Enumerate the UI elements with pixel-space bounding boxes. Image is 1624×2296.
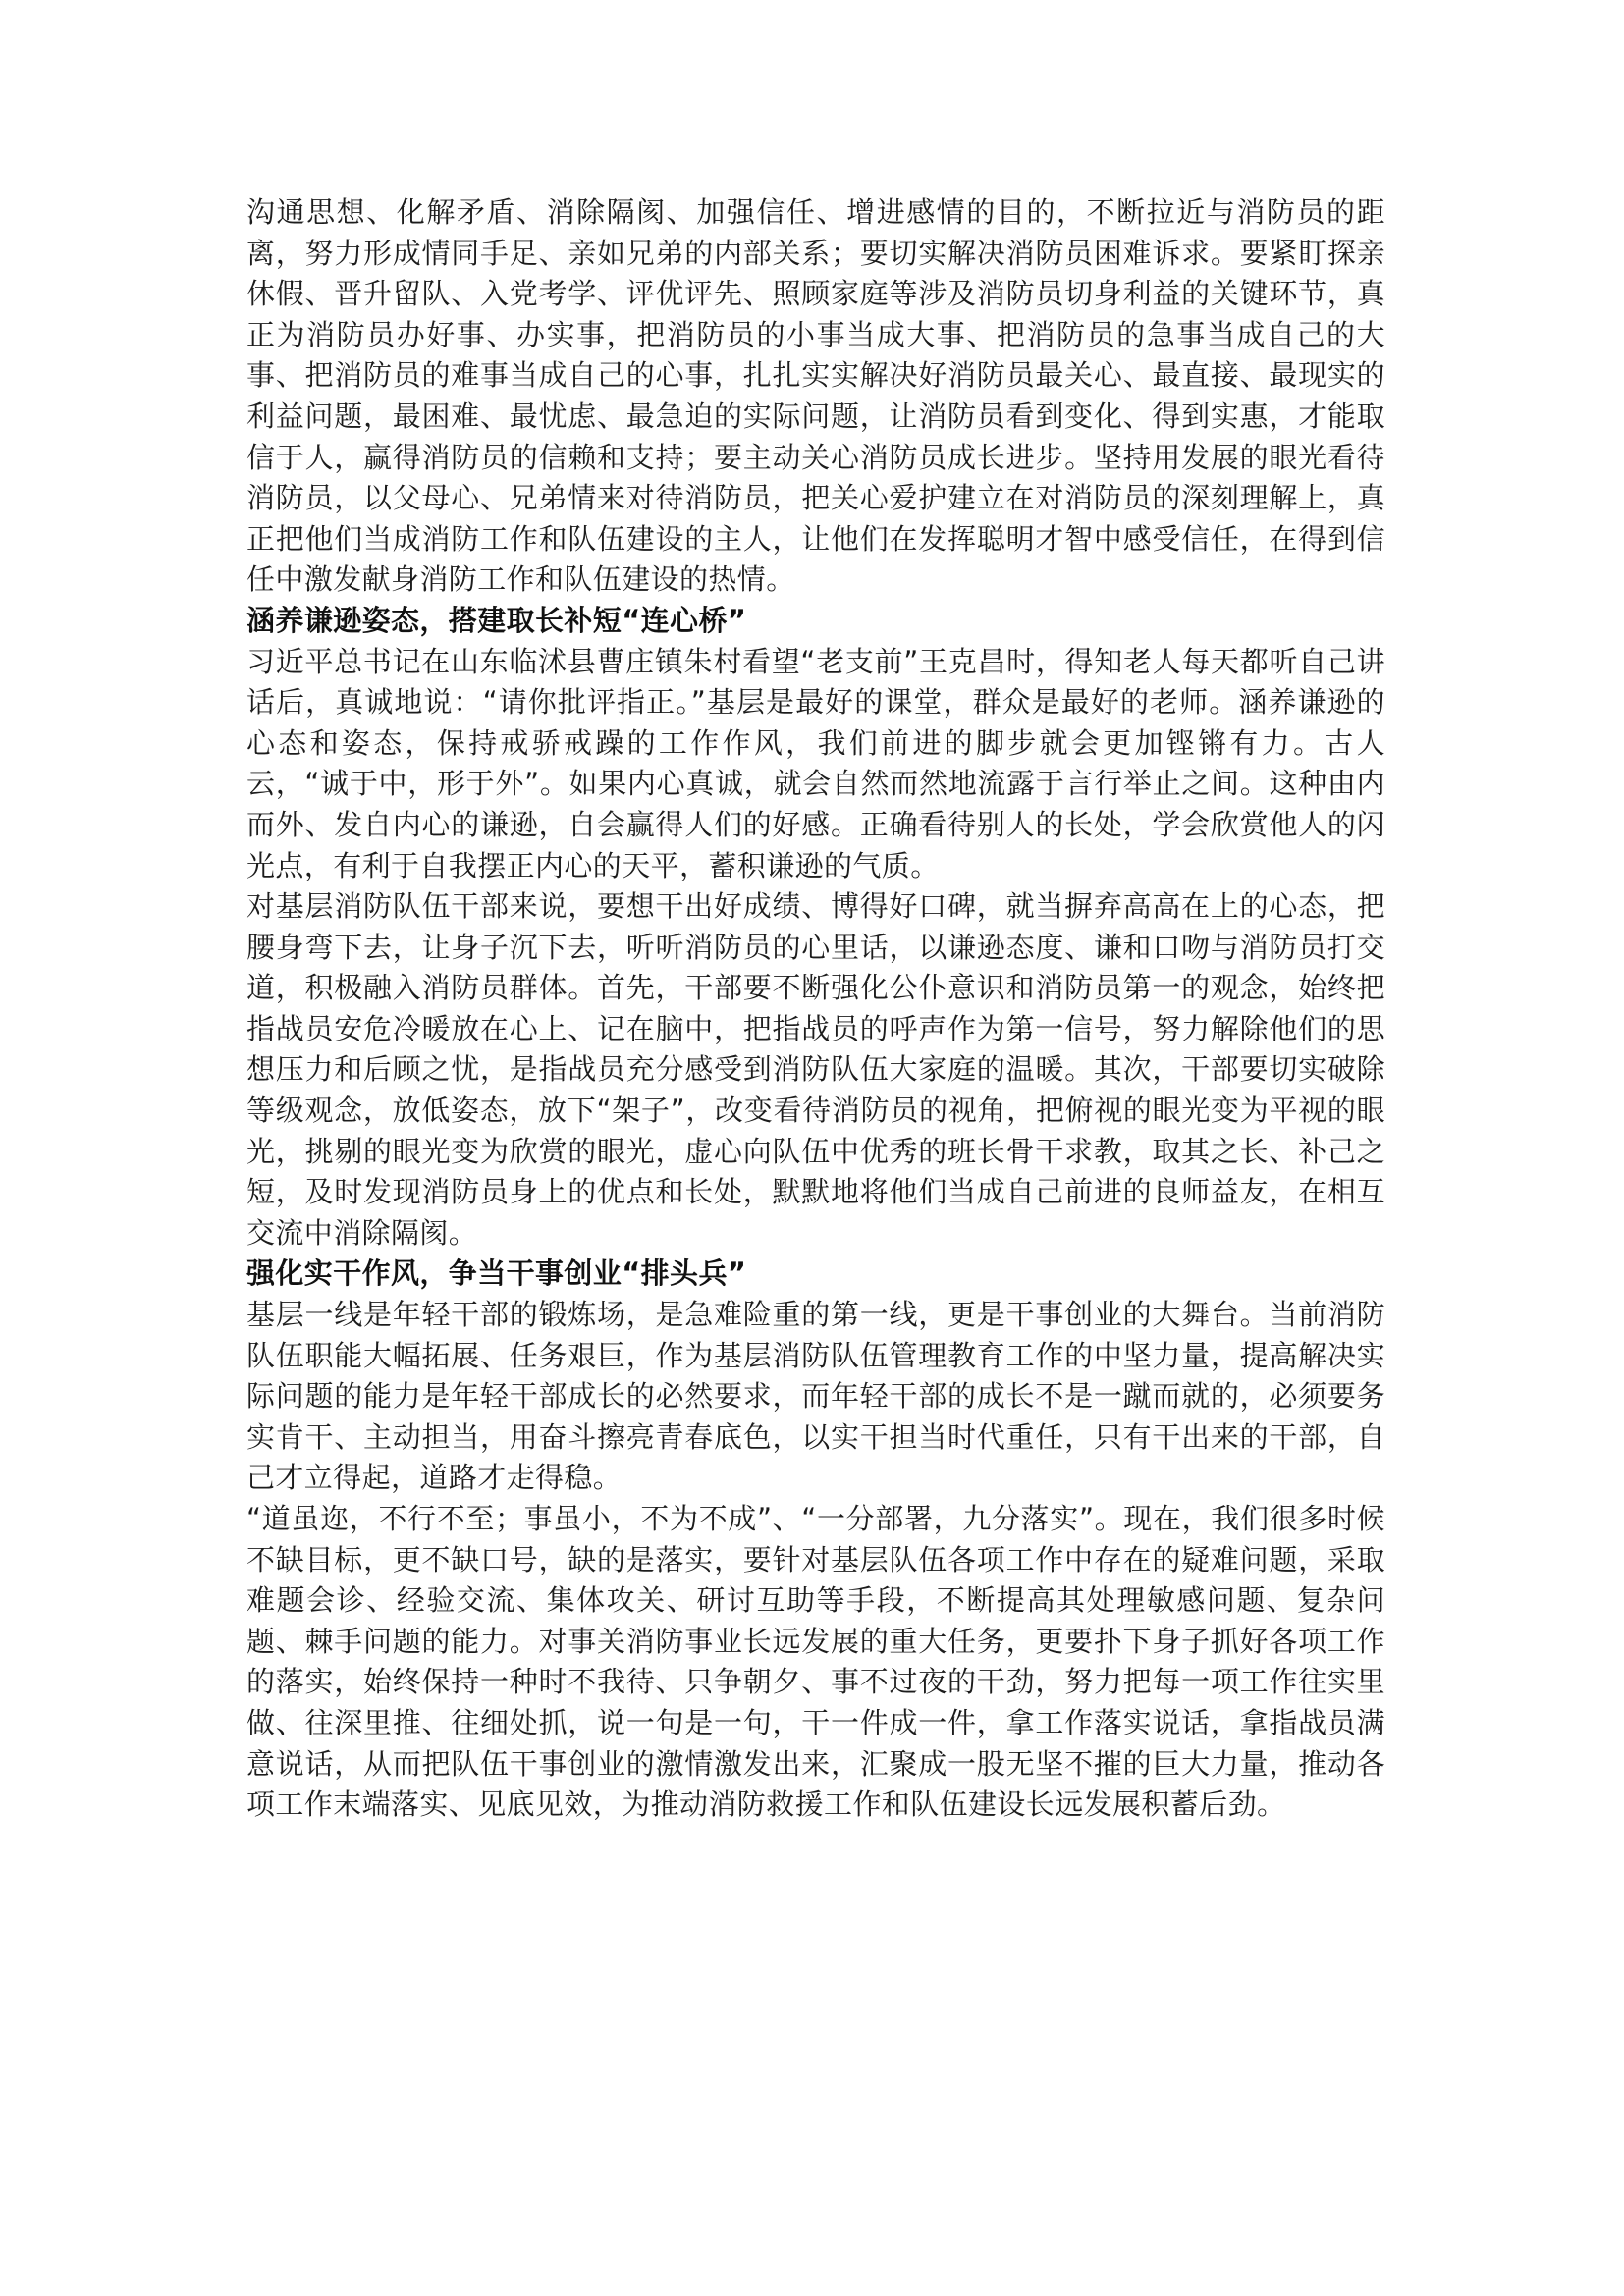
paragraph-implementation: “道虽迩，不行不至；事虽小，不为不成”、“一分部署，九分落实”。现在，我们很多时候不缺目标，更不缺口号，缺的是落实，要针对基层队伍各项工作中存在的疑难问题，采取难题会诊、经验交流、集体攻关、研讨互助等手段，不断提高其处理敏感问题、复杂问题、棘手问题的能力。对事关消防事业长远发展的重大任务，更要扑下身子抓好各项工作的落实，始终保持一种时不我待、只争朝夕、事不过夜的干劲，努力把每一项工作往实里做、往深里推、往细处抓，说一句是一句，干一件成一件，拿工作落实说话，拿指战员满意说话，从而把队伍干事创业的激情激发出来，汇聚成一股无坚不摧的巨大力量，推动各项工作末端落实、见底见效，为推动消防救援工作和队伍建设长远发展积蓄后劲。 xyxy=(246,1502,1385,1822)
section-heading-humility: 涵养谦逊姿态，搭建取长补短“连心桥” xyxy=(246,603,747,637)
paragraph-grassroots-cadres: 对基层消防队伍干部来说，要想干出好成绩、博得好口碑，就当摒弃高高在上的心态，把腰身弯下去，让身子沉下去，听听消防员的心里话，以谦逊态度、谦和口吻与消防员打交道，积极融入消防员群体。首先，干部要不断强化公仆意识和消防员第一的观念，始终把指战员安危冷暖放在心上、记在脑中，把指战员的呼声作为第一信号，努力解除他们的思想压力和后顾之忧，是指战员充分感受到消防队伍大家庭的温暖。其次，干部要切实破除等级观念，放低姿态，放下“架子”，改变看待消防员的视角，把俯视的眼光变为平视的眼光，挑剔的眼光变为欣赏的眼光，虚心向队伍中优秀的班长骨干求教，取其之长、补己之短，及时发现消防员身上的优点和长处，默默地将他们当成自己前进的良师益友，在相互交流中消除隔阂。 xyxy=(246,889,1385,1250)
paragraph-young-cadres: 基层一线是年轻干部的锻炼场，是急难险重的第一线，更是干事创业的大舞台。当前消防队伍职能大幅拓展、任务艰巨，作为基层消防队伍管理教育工作的中坚力量，提高解决实际问题的能力是年轻干部成长的必然要求，而年轻干部的成长不是一蹴而就的，必须要务实肯干、主动担当，用奋斗擦亮青春底色，以实干担当时代重任，只有干出来的干部，自己才立得起，道路才走得稳。 xyxy=(246,1298,1385,1495)
paragraph-humility-intro: 习近平总书记在山东临沭县曹庄镇朱村看望“老支前”王克昌时，得知老人每天都听自己讲话后，真诚地说：“请你批评指正。”基层是最好的课堂，群众是最好的老师。涵养谦逊的心态和姿态，保持戒骄戒躁的工作作风，我们前进的脚步就会更加铿锵有力。古人云，“诚于中，形于外”。如果内心真诚，就会自然而然地流露于言行举止之间。这种由内而外、发自内心的谦逊，自会赢得人们的好感。正确看待别人的长处，学会欣赏他人的闪光点，有利于自我摆正内心的天平，蓄积谦逊的气质。 xyxy=(246,644,1385,882)
document-body xyxy=(246,192,1385,1826)
paragraph-caring-for-firefighters: 沟通思想、化解矛盾、消除隔阂、加强信任、增进感情的目的，不断拉近与消防员的距离，努力形成情同手足、亲如兄弟的内部关系；要切实解决消防员困难诉求。要紧盯探亲休假、晋升留队、入党考学、评优评先、照顾家庭等涉及消防员切身利益的关键环节，真正为消防员办好事、办实事，把消防员的小事当成大事、把消防员的急事当成自己的大事、把消防员的难事当成自己的心事，扎扎实实解决好消防员最关心、最直接、最现实的利益问题，最困难、最忧虑、最急迫的实际问题，让消防员看到变化、得到实惠，才能取信于人，赢得消防员的信赖和支持；要主动关心消防员成长进步。坚持用发展的眼光看待消防员，以父母心、兄弟情来对待消防员，把关心爱护建立在对消防员的深刻理解上，真正把他们当成消防工作和队伍建设的主人，让他们在发挥聪明才智中感受信任，在得到信任中激发献身消防工作和队伍建设的热情。 xyxy=(246,195,1385,597)
section-heading-practical-work: 强化实干作风，争当干事创业“排头兵” xyxy=(246,1256,747,1291)
